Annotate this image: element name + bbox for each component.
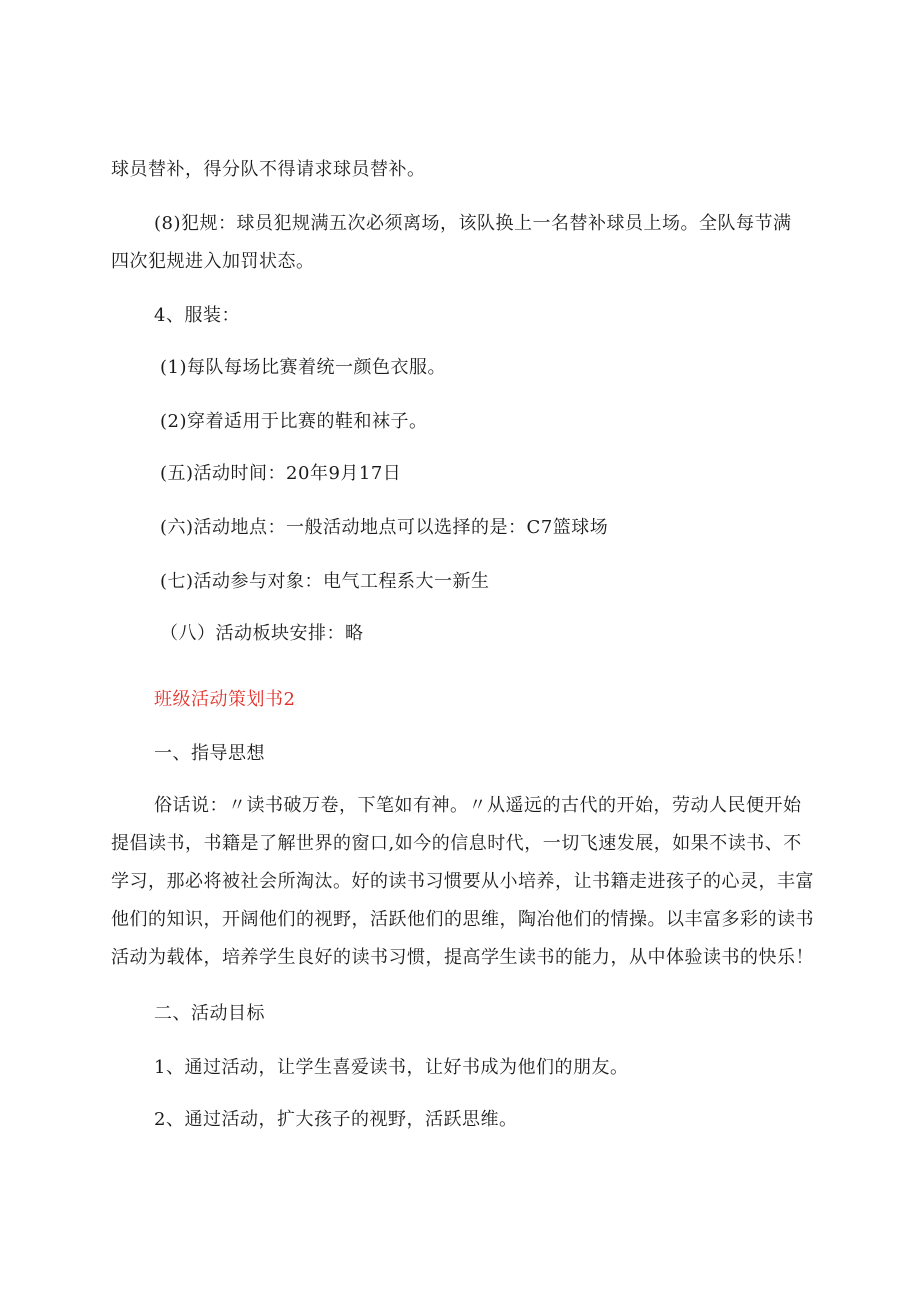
heading-goals: 二、活动目标 xyxy=(154,1003,265,1024)
paragraph-line: 提倡读书，书籍是了解世界的窗口,如今的信息时代，一切飞速发展，如果不读书、不 xyxy=(111,833,802,854)
text-line: （八）活动板块安排：略 xyxy=(160,623,364,644)
paragraph-line: 俗话说：〃读书破万卷，下笔如有神。〃从遥远的古代的开始，劳动人民便开始 xyxy=(154,795,802,816)
text-line: (五)活动时间：20年9月17日 xyxy=(160,463,402,484)
text-line: (七)活动参与对象：电气工程系大一新生 xyxy=(160,571,490,592)
text-line: (六)活动地点：一般活动地点可以选择的是：C7篮球场 xyxy=(160,517,609,538)
text-line: (2)穿着适用于比赛的鞋和袜子。 xyxy=(160,411,428,432)
paragraph-line: 学习，那必将被社会所淘汰。好的读书习惯要从小培养，让书籍走进孩子的心灵，丰富 xyxy=(111,871,814,892)
goal-item-1: 1、通过活动，让学生喜爱读书，让好书成为他们的朋友。 xyxy=(154,1057,629,1078)
text-line: (8)犯规：球员犯规满五次必须离场，该队换上一名替补球员上场。全队每节满 xyxy=(154,213,792,234)
text-line: 4、服装： xyxy=(154,305,240,326)
text-line: (1)每队每场比赛着统一颜色衣服。 xyxy=(160,357,446,378)
text-line: 四次犯规进入加罚状态。 xyxy=(111,251,315,272)
section-title: 班级活动策划书2 xyxy=(154,689,296,710)
heading-guiding-thought: 一、指导思想 xyxy=(154,743,265,764)
paragraph-line: 活动为载体，培养学生良好的读书习惯，提高学生读书的能力，从中体验读书的快乐！ xyxy=(111,947,814,968)
goal-item-2: 2、通过活动，扩大孩子的视野，活跃思维。 xyxy=(154,1109,518,1130)
text-line: 球员替补，得分队不得请求球员替补。 xyxy=(111,159,426,180)
paragraph-line: 他们的知识，开阔他们的视野，活跃他们的思维，陶冶他们的情操。以丰富多彩的读书 xyxy=(111,909,814,930)
